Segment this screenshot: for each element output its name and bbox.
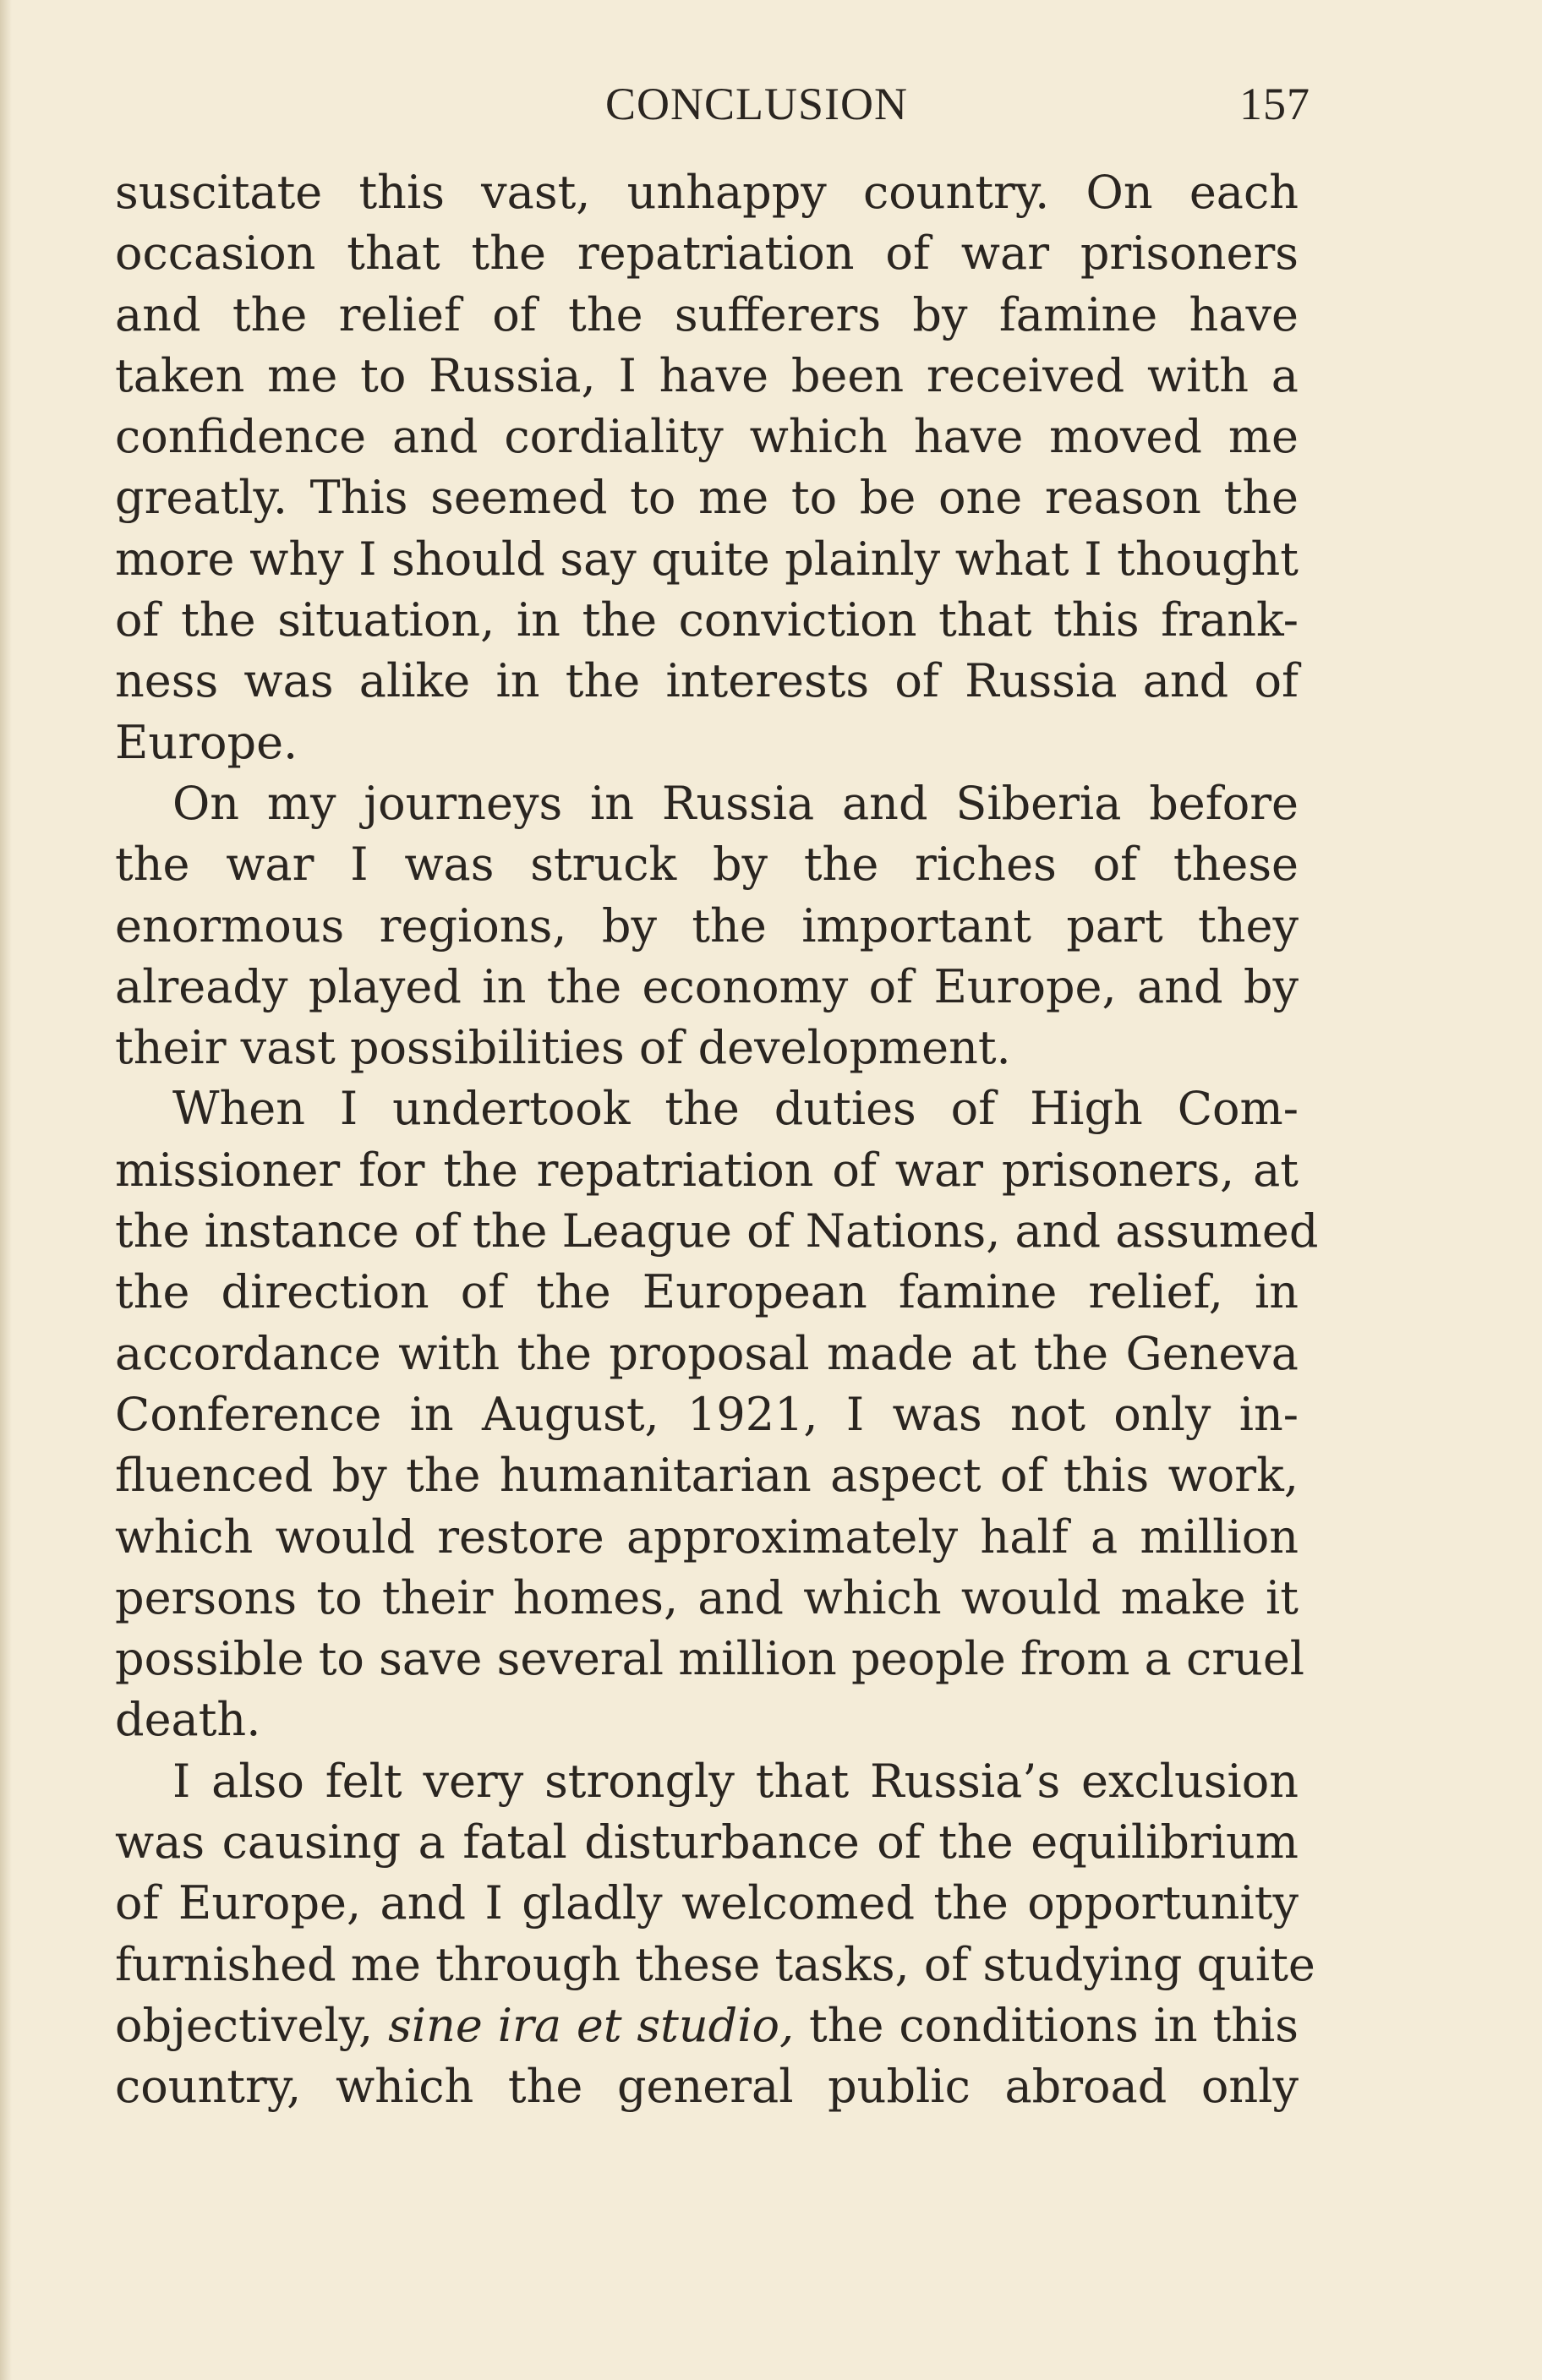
text-fragment: objectively,	[115, 1998, 374, 2052]
text-line: missioner for the repatriation of war prisoners, at	[115, 1143, 1299, 1197]
text-line: accordance with the proposal made at the Geneva	[115, 1326, 1299, 1380]
text-line: persons to their homes, and which would make it	[115, 1570, 1299, 1624]
spine-shadow	[0, 0, 12, 2380]
text-line: more why I should say quite plainly what I thought	[115, 532, 1299, 586]
text-line: On my journeys in Russia and Siberia before	[172, 776, 1299, 830]
text-line: of the situation, in the conviction that this frank-	[115, 593, 1299, 647]
text-line: taken me to Russia, I have been received with a	[115, 348, 1299, 402]
text-line: When I undertook the duties of High Com-	[172, 1082, 1299, 1136]
italic-latin-phrase: sine ira et studio,	[388, 1998, 795, 2052]
text-line: occasion that the repatriation of war prisoners	[115, 227, 1299, 281]
text-line: confidence and cordiality which have moved me	[115, 410, 1299, 464]
text-line: possible to save several million people from a cruel	[115, 1632, 1305, 1686]
text-line: was causing a fatal disturbance of the equilibrium	[115, 1815, 1299, 1870]
text-line-italic-phrase	[115, 1995, 1299, 2056]
text-line: of Europe, and I gladly welcomed the opportunity	[115, 1876, 1299, 1930]
running-head	[110, 78, 1310, 145]
text-line: which would restore approximately half a million	[115, 1509, 1299, 1564]
text-line: their vast possibilities of development.	[115, 1021, 1011, 1075]
text-line: enormous regions, by the important part they	[115, 898, 1299, 953]
text-line: greatly. This seemed to me to be one reason the	[115, 471, 1299, 525]
body-text	[115, 162, 1319, 2118]
text-line: and the relief of the sufferers by famine have	[115, 287, 1299, 341]
text-line: death.	[115, 1693, 261, 1747]
page-number: 157	[1239, 79, 1310, 129]
text-line: ness was alike in the interests of Russia and of	[115, 654, 1299, 708]
text-line: I also felt very strongly that Russia’s exclusion	[172, 1754, 1299, 1808]
text-line: the direction of the European famine relief, in	[115, 1265, 1299, 1319]
text-line: suscitate this vast, unhappy country. On each	[115, 166, 1299, 219]
text-line: the war I was struck by the riches of these	[115, 838, 1299, 892]
text-fragment: the conditions in this	[809, 1998, 1299, 2052]
text-line: already played in the economy of Europe, and by	[115, 959, 1299, 1013]
text-line: country, which the general public abroad only	[115, 2060, 1299, 2114]
text-line: Conference in August, 1921, I was not only in-	[115, 1387, 1299, 1441]
text-line: fluenced by the humanitarian aspect of this work,	[115, 1449, 1299, 1503]
chapter-title: CONCLUSION	[604, 79, 909, 129]
text-line: the instance of the League of Nations, and assumed	[115, 1204, 1319, 1258]
text-line: Europe.	[115, 715, 298, 769]
text-line: furnished me through these tasks, of studying quite	[115, 1937, 1315, 1991]
